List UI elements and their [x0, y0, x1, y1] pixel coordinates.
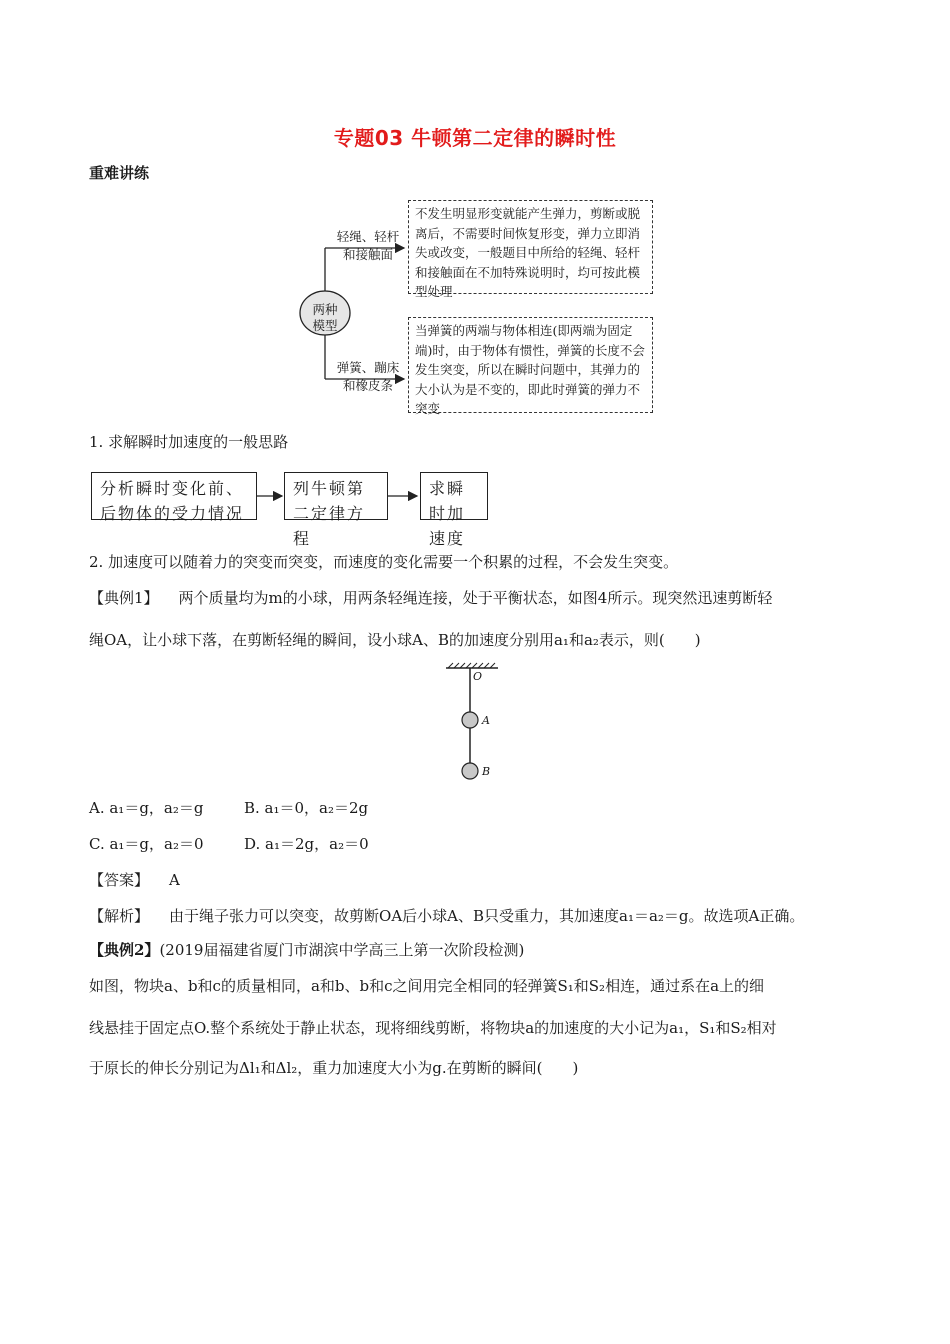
answer-line [89, 870, 180, 890]
flow-chart [89, 470, 489, 548]
models-center-line2: 模型 [312, 318, 338, 333]
models-center-line1: 两种 [312, 302, 338, 317]
option-a: A. a₁＝g，a₂＝g [89, 799, 204, 817]
label-b: B [482, 765, 491, 778]
label-o: O [473, 670, 483, 683]
models-diagram [296, 198, 656, 416]
ball-b [462, 763, 478, 779]
page-title: 专题03 牛顿第二定律的瞬时性 [333, 126, 617, 150]
answer-tag: 【答案】 [89, 871, 150, 889]
step1-heading: 1. 求解瞬时加速度的一般思路 [89, 433, 289, 451]
example2-line3: 于原长的伸长分别记为Δl₁和Δl₂，重力加速度大小为g.在剪断的瞬间( ) [89, 1059, 579, 1077]
section-heading: 重难讲练 [89, 164, 150, 182]
branch1-description: 不发生明显形变就能产生弹力，剪断或脱离后，不需要时间恢复形变，弹力立即消失或改变，一般题目中所给的轻绳、轻杆和接触面在不加特殊说明时，均可按此模型处理 [408, 200, 653, 294]
option-c: C. a₁＝g，a₂＝0 [89, 835, 204, 853]
example1-tag: 【典例1】 [89, 589, 159, 607]
branch1-label-line1: 轻绳、轻杆 [336, 229, 400, 244]
analysis-line [89, 906, 804, 926]
example2-tag: 【典例2】 [89, 941, 160, 959]
option-b: B. a₁＝0，a₂＝2g [244, 799, 369, 817]
answer-value: A [169, 871, 180, 889]
example1-figure [436, 662, 516, 786]
branch2-label-line2: 和橡皮条 [342, 378, 393, 393]
example2-header [89, 940, 524, 960]
branch1-label [332, 228, 404, 264]
branch2-label-line1: 弹簧、蹦床 [336, 360, 400, 375]
example1-line1 [89, 588, 772, 608]
branch2-label [332, 359, 404, 395]
example2-line1: 如图，物块a、b和c的质量相同，a和b、b和c之间用完全相同的轻弹簧S₁和S₂相连，通过系在a上的细 [89, 977, 765, 995]
ball-a [462, 712, 478, 728]
models-center-label [308, 302, 342, 334]
step2-text: 2. 加速度可以随着力的突变而突变，而速度的变化需要一个积累的过程，不会发生突变。 [89, 553, 679, 571]
branch2-description: 当弹簧的两端与物体相连(即两端为固定端)时，由于物体有惯性，弹簧的长度不会发生突变，所以在瞬时问题中，其弹力的大小认为是不变的，即此时弹簧的弹力不突变 [408, 317, 653, 413]
flow-step-1: 分析瞬时变化前、后物体的受力情况 [91, 472, 257, 520]
label-a: A [482, 714, 490, 727]
example1-text1: 两个质量均为m的小球，用两条轻绳连接，处于平衡状态，如图4所示。现突然迅速剪断轻 [178, 589, 773, 607]
example2-line2: 线悬挂于固定点O.整个系统处于静止状态，现将细线剪断，将物块a的加速度的大小记为a₁，S₁和S₂相对 [89, 1019, 777, 1037]
option-d: D. a₁＝2g，a₂＝0 [244, 835, 369, 853]
branch1-label-line2: 和接触面 [342, 247, 393, 262]
example1-line2: 绳OA，让小球下落，在剪断轻绳的瞬间，设小球A、B的加速度分别用a₁和a₂表示，则( ) [89, 631, 701, 649]
analysis-tag: 【解析】 [89, 907, 150, 925]
analysis-text: 由于绳子张力可以突变，故剪断OA后小球A、B只受重力，其加速度a₁＝a₂＝g。故选项A正确。 [169, 907, 805, 925]
flow-step-2: 列牛顿第二定律方程 [284, 472, 388, 520]
example2-source: (2019届福建省厦门市湖滨中学高三上第一次阶段检测) [159, 941, 525, 959]
flow-step-3: 求瞬时加速度 [420, 472, 488, 520]
